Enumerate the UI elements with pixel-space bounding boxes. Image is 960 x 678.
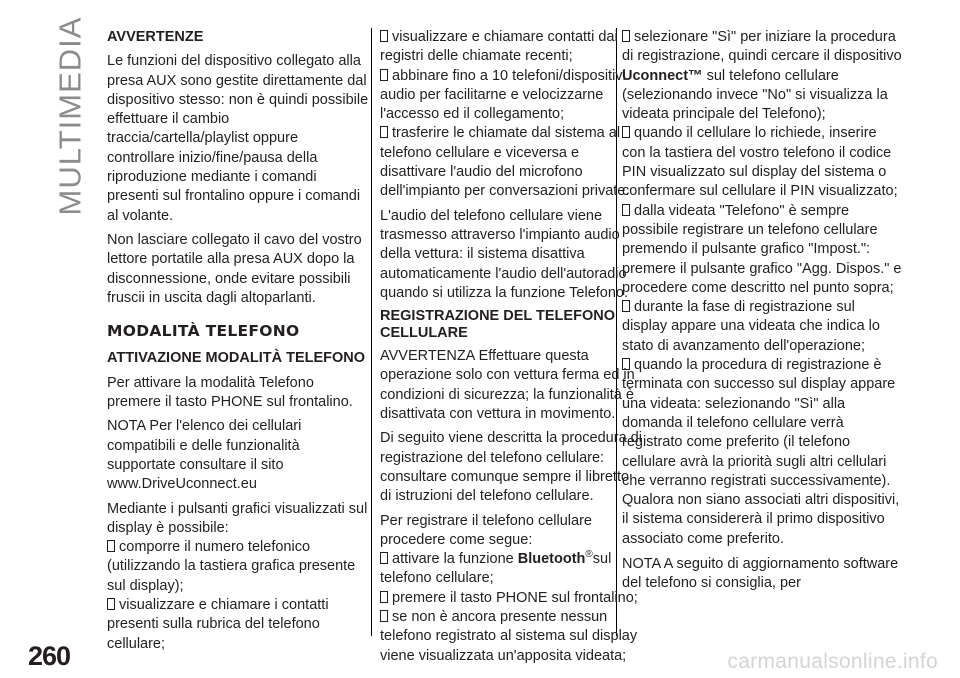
checkbox-bullet-icon (380, 610, 388, 622)
bullet-item (107, 538, 369, 596)
bullet-text: dalla videata "Telefono" è sempre possibile registrare un telefono cellulare premendo il pulsante grafico "Impost.": premere il pulsante grafico "Agg. Dispos." e procedere come descritto nel punto sopra; (622, 202, 902, 296)
bullet-text: attivare la funzione (392, 551, 518, 568)
column-3 (622, 28, 902, 599)
column-2 (380, 28, 642, 666)
uconnect-brand: Uconnect™ (622, 67, 703, 84)
column-divider-1 (371, 28, 372, 636)
bullet-item (380, 608, 642, 666)
checkbox-bullet-icon (380, 552, 388, 564)
bullet-text: abbinare fino a 10 telefoni/dispositivi audio per facilitarne e velocizzarne l'accesso ed il collegamento; (380, 67, 626, 123)
note-paragraph: NOTA A seguito di aggiornamento software del telefono si consiglia, per (622, 556, 899, 592)
bullet-text: visualizzare e chiamare contatti dai registri delle chiamate recenti; (380, 29, 618, 65)
bullet-text: durante la fase di registrazione sul display appare una videata che indica lo stato di avanzamento dell'operazione; (622, 299, 880, 354)
audio-paragraph: L'audio del telefono cellulare viene trasmesso attraverso l'impianto audio della vettura: il sistema disattiva automaticamente l'audio dell'autoradio quando si utilizza la funzione Telefono. (380, 207, 629, 301)
checkbox-bullet-icon (380, 591, 388, 603)
bullet-text: quando la procedura di registrazione è terminata con successo sul display appare una videata: selezionando "Sì" alla domanda il telefono cellulare verrà registrato come preferito (il telefono cellulare avrà la priorità sugli altri cellulari che verranno registrati successivamente). Qualora non siano associati altri dispositivi, il sistema considererà il primo dispositivo associato come preferito. (622, 357, 900, 547)
bullet-text: sul telefono cellulare; (380, 551, 612, 587)
checkbox-bullet-icon (380, 126, 388, 138)
bullet-item (380, 67, 642, 125)
registration-title: REGISTRAZIONE DEL TELEFONO CELLULARE (380, 308, 615, 342)
bullet-item (380, 589, 642, 608)
bullet-item (380, 124, 642, 201)
checkbox-bullet-icon (622, 126, 630, 138)
bullet-item (622, 298, 902, 356)
activation-title: ATTIVAZIONE MODALITÀ TELEFONO (107, 350, 366, 367)
warning-paragraph-2: Non lasciare collegato il cavo del vostro lettore portatile alla presa AUX dopo la disconnessione, onde evitare possibili fruscii in uscita dagli altoparlanti. (107, 231, 362, 306)
bullet-text: comporre il numero telefonico (utilizzando la tastiera grafica presente sul display); (107, 539, 356, 594)
checkbox-bullet-icon (380, 69, 388, 81)
description-paragraph: Di seguito viene descritta la procedura di registrazione del telefono cellulare: consultare comunque sempre il libretto di istruzioni del telefono cellulare. (380, 430, 642, 505)
checkbox-bullet-icon (107, 540, 115, 552)
warning-paragraph: AVVERTENZA Effettuare questa operazione solo con vettura ferma ed in condizioni di sicurezza; la funzionalità è disattivata con vettura in movimento. (380, 348, 635, 423)
checkbox-bullet-icon (622, 204, 630, 216)
checkbox-bullet-icon (622, 300, 630, 312)
bullet-item (622, 28, 902, 124)
bullet-text: sul telefono cellulare (selezionando invece "No" si visualizza la videata principale del Telefono); (622, 67, 888, 123)
bullet-text: selezionare "Sì" per iniziare la procedura di registrazione, quindi cercare il dispositivo (622, 29, 902, 65)
note-paragraph: NOTA Per l'elenco dei cellulari compatibili e delle funzionalità supportate consultare il sito www.DriveUconnect.eu (107, 418, 302, 493)
bullet-item (107, 596, 369, 654)
column-1 (107, 28, 369, 654)
steps-intro: Per registrare il telefono cellulare procedere come segue: (380, 512, 592, 548)
bullet-text: visualizzare e chiamare i contatti presenti sulla rubrica del telefono cellulare; (107, 597, 329, 652)
bullet-text: se non è ancora presente nessun telefono registrato al sistema sul display viene visualizzata un'apposita videata; (380, 609, 638, 664)
intro-paragraph: Mediante i pulsanti grafici visualizzati sul display è possibile: (107, 500, 368, 536)
activation-paragraph: Per attivare la modalità Telefono premere il tasto PHONE sul frontalino. (107, 374, 353, 411)
checkbox-bullet-icon (622, 358, 630, 370)
bullet-text: trasferire le chiamate dal sistema al telefono cellulare e viceversa e disattivare l'audio del microfono dell'impianto per conversazioni private. (380, 125, 630, 200)
bullet-item (380, 28, 642, 67)
bullet-item (622, 202, 902, 298)
bullet-item (622, 356, 902, 549)
section-label-text: MULTIMEDIA (52, 16, 88, 216)
bullet-text: premere il tasto PHONE sul frontalino; (392, 589, 638, 606)
watermark: carmanualsonline.info (727, 650, 938, 673)
registered-mark: ® (585, 549, 593, 561)
bullet-item (622, 124, 902, 201)
warning-paragraph-1: Le funzioni del dispositivo collegato alla presa AUX sono gestite direttamente dal dispositivo stesso: non è quindi possibile effettuare il cambio traccia/cartella/playlist oppure controllare inizio/fine/pausa della riproduzione mediante i comandi presenti sul frontalino oppure i comandi al volante. (107, 53, 369, 224)
checkbox-bullet-icon (622, 30, 630, 42)
checkbox-bullet-icon (380, 30, 388, 42)
warning-title: AVVERTENZE (107, 29, 204, 45)
page-number: 260 (28, 641, 71, 671)
checkbox-bullet-icon (107, 598, 115, 610)
bullet-text: quando il cellulare lo richiede, inserire con la tastiera del vostro telefono il codice PIN visualizzato sul display del sistema o confermare sul cellulare il PIN visualizzato; (622, 125, 898, 200)
bluetooth-brand: Bluetooth (517, 551, 586, 568)
section-sidebar-label (52, 16, 88, 216)
bullet-item (380, 550, 642, 589)
section-title: MODALITÀ TELEFONO (107, 322, 300, 341)
